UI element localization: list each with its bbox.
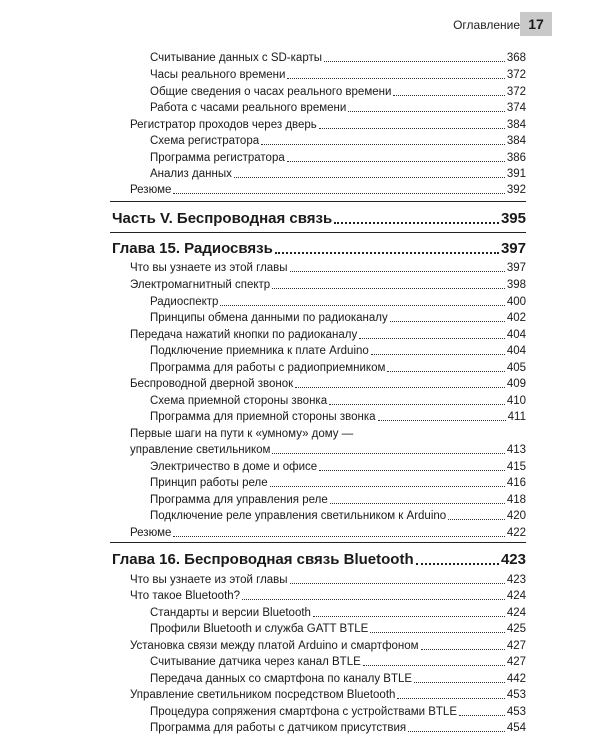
toc-entry — [130, 689, 526, 702]
toc-entry-page: 418 — [506, 494, 526, 506]
page-number: 17 — [520, 12, 552, 36]
toc-entry-page: 384 — [506, 119, 526, 131]
toc-entry — [150, 135, 526, 148]
toc-entry-title: Радиоспектр — [150, 296, 219, 308]
toc-entry-title: Передача данных со смартфона по каналу BTLE — [150, 673, 413, 685]
toc-entry — [150, 494, 526, 507]
toc-entry-title: Стандарты и версии Bluetooth — [150, 607, 311, 619]
toc-entry — [130, 279, 526, 292]
running-header-title: Оглавление — [453, 18, 520, 32]
toc-entry-page: 424 — [506, 607, 526, 619]
toc-entry-page: 397 — [506, 262, 526, 274]
toc-entry-title: Глава 16. Беспроводная связь Bluetooth — [112, 551, 414, 568]
toc-entry-title: Схема регистратора — [150, 135, 260, 147]
toc-entry-page: 411 — [507, 411, 526, 423]
toc-entry — [150, 362, 526, 375]
toc-entry — [150, 395, 526, 408]
toc-entry — [150, 86, 526, 99]
toc-entry-title: Электромагнитный спектр — [130, 279, 271, 291]
toc-entry — [150, 69, 526, 82]
toc-entry-page: 453 — [506, 689, 526, 701]
toc-entry — [150, 296, 526, 309]
toc-entry — [150, 656, 526, 669]
toc-entry — [130, 262, 526, 275]
toc-entry-title: Глава 15. Радиосвязь — [112, 240, 273, 257]
toc-part-heading — [112, 210, 526, 228]
toc-entry-page: 384 — [506, 135, 526, 147]
toc-entry-page: 423 — [500, 551, 526, 568]
toc-entry-title: Профили Bluetooth и служба GATT BTLE — [150, 623, 369, 635]
toc-entry-page: 425 — [506, 623, 526, 635]
toc-entry — [130, 119, 526, 132]
toc-entry-title: Программа регистратора — [150, 152, 285, 164]
toc-entry-page: 397 — [500, 240, 526, 257]
toc-entry — [150, 510, 526, 523]
toc-entry — [150, 168, 526, 181]
toc-entry-page: 386 — [506, 152, 526, 164]
toc-entry-page: 454 — [506, 722, 526, 734]
toc-entry-page: 392 — [506, 184, 526, 196]
toc-entry-title: Первые шаги на пути к «умному» дому — — [130, 428, 354, 440]
toc-entry — [130, 574, 526, 587]
toc-entry-title: Передача нажатий кнопки по радиоканалу — [130, 329, 358, 341]
toc-entry-page: 400 — [506, 296, 526, 308]
toc-chapter-heading — [112, 240, 526, 258]
toc-entry — [150, 623, 526, 636]
toc-entry — [150, 345, 526, 358]
toc-entry-page: 404 — [506, 329, 526, 341]
toc-entry-page: 405 — [506, 362, 526, 374]
toc-entry-title: Электричество в доме и офисе — [150, 461, 318, 473]
toc-entry — [150, 102, 526, 115]
toc-entry-title: Управление светильником посредством Bluetooth — [130, 689, 396, 701]
toc-entry-page: 423 — [506, 574, 526, 586]
toc-entry — [150, 477, 526, 490]
toc-entry — [130, 378, 526, 391]
toc-entry-title: Установка связи между платой Arduino и смартфоном — [130, 640, 419, 652]
toc-entry — [130, 590, 526, 603]
toc-entry-page: 372 — [506, 69, 526, 81]
toc-entry — [150, 673, 526, 686]
toc-entry-title: Беспроводной дверной звонок — [130, 378, 294, 390]
toc-entry — [150, 152, 526, 165]
toc-entry-title: Что вы узнаете из этой главы — [130, 574, 288, 586]
section-divider — [110, 542, 526, 543]
toc-entry-page: 402 — [506, 312, 526, 324]
toc-entry-page: 442 — [506, 673, 526, 685]
toc-entry — [130, 329, 526, 342]
toc-entry-page: 391 — [506, 168, 526, 180]
toc-entry-title: Схема приемной стороны звонка — [150, 395, 328, 407]
toc-entry — [130, 444, 526, 457]
toc-entry — [150, 607, 526, 620]
toc-entry-title: Часы реального времени — [150, 69, 286, 81]
toc-entry — [130, 527, 526, 540]
toc-entry-page: 410 — [506, 395, 526, 407]
toc-entry — [150, 52, 526, 65]
toc-entry-title: Резюме — [130, 184, 172, 196]
section-divider — [110, 232, 526, 233]
toc-entry-page: 404 — [506, 345, 526, 357]
toc-entry-title: Программа для работы с радиоприемником — [150, 362, 386, 374]
toc-entry-page: 453 — [506, 706, 526, 718]
toc-entry-title: Подключение реле управления светильником к Arduino — [150, 510, 447, 522]
toc-entry — [130, 640, 526, 653]
toc-entry-title-continuation: управление светильником — [130, 444, 271, 456]
toc-entry — [150, 312, 526, 325]
toc-entry-title: Регистратор проходов через дверь — [130, 119, 317, 131]
toc-entry-page: 415 — [506, 461, 526, 473]
toc-entry-title: Считывание датчика через канал BTLE — [150, 656, 361, 668]
toc-entry-page: 427 — [506, 640, 526, 652]
toc-entry-title: Что вы узнаете из этой главы — [130, 262, 288, 274]
toc-entry-page: 374 — [506, 102, 526, 114]
toc-entry-title: Подключение приемника к плате Arduino — [150, 345, 369, 357]
toc-entry-title: Что такое Bluetooth? — [130, 590, 241, 602]
toc-entry-title: Принцип работы реле — [150, 477, 268, 489]
toc-entry-page: 420 — [506, 510, 526, 522]
toc-chapter-heading — [112, 551, 526, 569]
toc-entry-title: Принципы обмена данными по радиоканалу — [150, 312, 388, 324]
toc-entry-title: Часть V. Беспроводная связь — [112, 210, 333, 227]
toc-entry-page: 413 — [506, 444, 526, 456]
toc-entry-title: Работа с часами реального времени — [150, 102, 347, 114]
toc-entry — [150, 411, 526, 424]
toc-entry-page: 424 — [506, 590, 526, 602]
section-divider — [110, 201, 526, 202]
toc-entry-title: Программа для управления реле — [150, 494, 328, 506]
toc-entry-page: 427 — [506, 656, 526, 668]
toc-entry — [130, 184, 526, 197]
toc-entry-page: 416 — [506, 477, 526, 489]
toc-entry-title: Программа для работы с датчиком присутствия — [150, 722, 407, 734]
toc-entry — [150, 461, 526, 474]
toc-entry-title: Программа для приемной стороны звонка — [150, 411, 376, 423]
toc-entry-title: Анализ данных — [150, 168, 232, 180]
toc-entry-page: 422 — [506, 527, 526, 539]
toc-entry-page: 409 — [506, 378, 526, 390]
toc-entry-page: 372 — [506, 86, 526, 98]
toc-entry-page: 368 — [506, 52, 526, 64]
toc-entry-page: 398 — [506, 279, 526, 291]
toc-entry-title: Считывание данных с SD-карты — [150, 52, 322, 64]
toc-entry-title: Резюме — [130, 527, 172, 539]
toc-entry — [150, 706, 526, 719]
toc-entry-title: Процедура сопряжения смартфона с устройствами BTLE — [150, 706, 457, 718]
toc-entry — [150, 722, 526, 735]
toc-entry-title: Общие сведения о часах реального времени — [150, 86, 392, 98]
toc-entry-page: 395 — [500, 210, 526, 227]
